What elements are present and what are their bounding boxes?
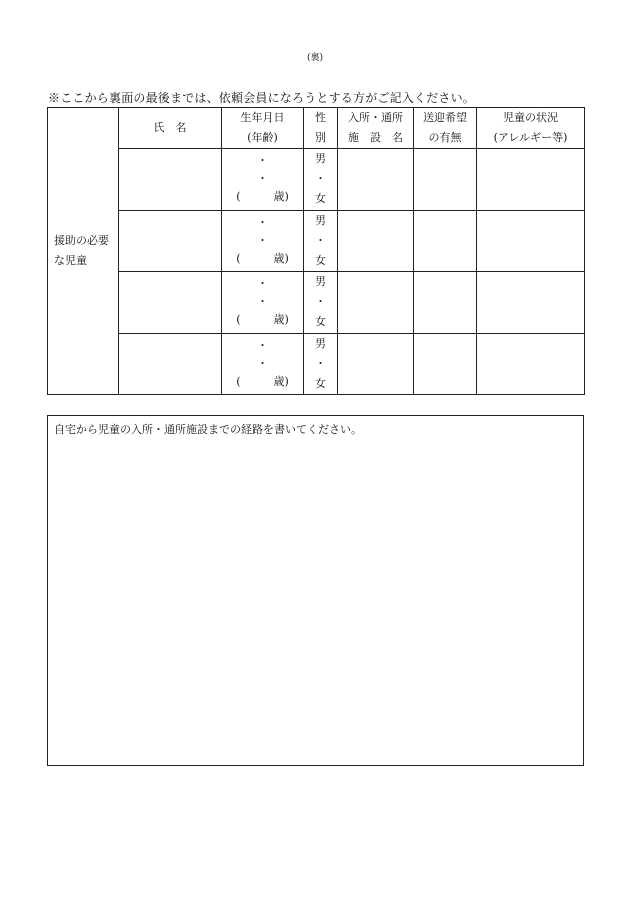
child-dob-cell[interactable] [222, 272, 304, 334]
header-pickup: 送迎希望 の有無 [414, 108, 477, 149]
sex-separator: ・ [315, 356, 326, 370]
dob-separators: ・ ・ [257, 277, 282, 309]
table-header-row [48, 108, 585, 149]
route-box-label: 自宅から児童の入所・通所施設までの経路を書いてください。 [54, 423, 362, 436]
group-label [48, 108, 119, 395]
child-name-cell[interactable] [119, 333, 222, 395]
sex-male-option[interactable]: 男 [315, 336, 326, 350]
child-condition-cell[interactable] [477, 210, 585, 272]
page-side-label: (裏) [306, 53, 324, 63]
sex-separator: ・ [315, 172, 326, 186]
dob-separators: ・ ・ [257, 215, 282, 247]
child-dob-cell[interactable] [222, 333, 304, 395]
child-sex-cell[interactable] [304, 272, 338, 334]
child-facility-cell[interactable] [338, 149, 414, 211]
age-field: ( 歳) [236, 251, 289, 265]
child-sex-cell[interactable] [304, 210, 338, 272]
sex-female-option[interactable]: 女 [315, 315, 326, 329]
child-row [48, 272, 585, 334]
child-dob-cell[interactable] [222, 149, 304, 211]
sex-female-option[interactable]: 女 [315, 253, 326, 267]
header-sex: 性 別 [304, 108, 338, 149]
dob-separators: ・ ・ [257, 154, 282, 186]
child-facility-cell[interactable] [338, 333, 414, 395]
sex-separator: ・ [315, 233, 326, 247]
child-condition-cell[interactable] [477, 149, 585, 211]
sex-female-option[interactable]: 女 [315, 192, 326, 206]
header-condition: 児童の状況 (アレルギー等) [477, 108, 585, 149]
header-name: 氏 名 [119, 108, 222, 149]
child-row [48, 333, 585, 395]
child-pickup-cell[interactable] [414, 149, 477, 211]
children-table [47, 107, 585, 395]
sex-male-option[interactable]: 男 [315, 275, 326, 289]
child-name-cell[interactable] [119, 272, 222, 334]
child-facility-cell[interactable] [338, 272, 414, 334]
sex-separator: ・ [315, 295, 326, 309]
sex-male-option[interactable]: 男 [315, 213, 326, 227]
child-sex-cell[interactable] [304, 149, 338, 211]
child-pickup-cell[interactable] [414, 210, 477, 272]
child-sex-cell[interactable] [304, 333, 338, 395]
sex-male-option[interactable]: 男 [315, 152, 326, 166]
child-condition-cell[interactable] [477, 333, 585, 395]
age-field: ( 歳) [236, 313, 289, 327]
child-pickup-cell[interactable] [414, 272, 477, 334]
child-name-cell[interactable] [119, 210, 222, 272]
child-row [48, 210, 585, 272]
child-dob-cell[interactable] [222, 210, 304, 272]
instruction-text: ※ここから裏面の最後までは、依頼会員になろうとする方がご記入ください。 [48, 91, 476, 105]
dob-separators: ・ ・ [257, 338, 282, 370]
age-field: ( 歳) [236, 374, 289, 388]
child-row [48, 149, 585, 211]
child-name-cell[interactable] [119, 149, 222, 211]
child-pickup-cell[interactable] [414, 333, 477, 395]
child-condition-cell[interactable] [477, 272, 585, 334]
route-description-box[interactable] [47, 415, 584, 766]
age-field: ( 歳) [236, 190, 289, 204]
child-facility-cell[interactable] [338, 210, 414, 272]
group-label-line2: な児童 [54, 254, 87, 267]
header-facility: 入所・通所 施 設 名 [338, 108, 414, 149]
sex-female-option[interactable]: 女 [315, 376, 326, 390]
group-label-line1: 援助の必要 [54, 234, 109, 247]
header-dob: 生年月日 (年齢) [222, 108, 304, 149]
